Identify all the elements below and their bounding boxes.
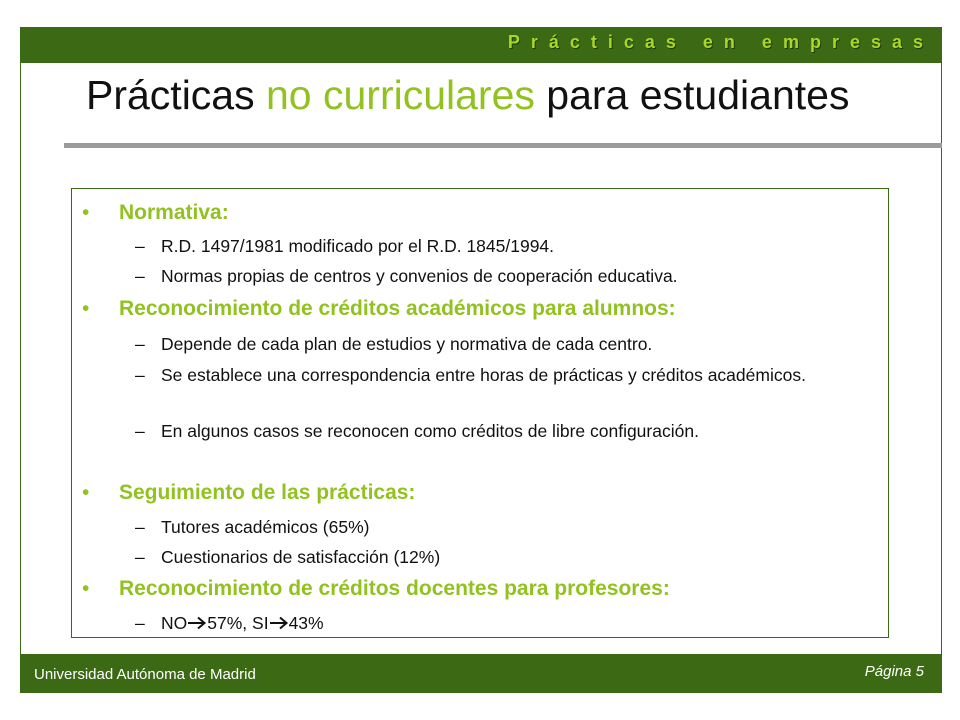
dash-marker: – xyxy=(135,421,145,441)
list-item-text: Depende de cada plan de estudios y normativa de cada centro. xyxy=(161,334,653,354)
dash-marker: – xyxy=(135,334,145,354)
page-title xyxy=(86,72,849,119)
list-item-text: Cuestionarios de satisfacción (12%) xyxy=(161,547,441,567)
list-item xyxy=(135,421,861,441)
no-value: 57%, xyxy=(207,613,248,633)
bullet-dot-icon: • xyxy=(82,201,90,224)
list-item-text xyxy=(161,613,861,633)
list-item-text: R.D. 1497/1981 modificado por el R.D. 1845/1994. xyxy=(161,236,555,256)
section-seguimiento xyxy=(82,481,415,505)
right-arrow-icon xyxy=(187,616,207,630)
section-heading: Reconocimiento de créditos académicos para alumnos: xyxy=(119,297,676,320)
footer-bar xyxy=(20,654,942,693)
section-normativa xyxy=(82,201,229,225)
list-item-text: Normas propias de centros y convenios de cooperación educativa. xyxy=(161,266,678,286)
list-item xyxy=(135,613,861,633)
content-box xyxy=(71,188,889,638)
institution-name: Universidad Autónoma de Madrid xyxy=(34,666,256,683)
right-arrow-icon xyxy=(269,616,289,630)
list-item xyxy=(135,517,861,537)
si-value: 43% xyxy=(288,613,324,633)
list-item xyxy=(135,236,861,256)
title-part-1: Prácticas xyxy=(86,72,266,118)
dash-marker: – xyxy=(135,365,145,385)
dash-marker: – xyxy=(135,547,145,567)
title-accent: no curriculares xyxy=(266,72,535,118)
bullet-dot-icon: • xyxy=(82,481,90,504)
header-banner xyxy=(20,27,942,63)
section-reconocimiento-profesores xyxy=(82,577,670,601)
list-item-text: En algunos casos se reconocen como créditos de libre configuración. xyxy=(161,421,699,441)
list-item xyxy=(135,547,861,567)
list-item xyxy=(135,334,861,354)
section-heading: Reconocimiento de créditos docentes para profesores: xyxy=(119,577,670,600)
bullet-dot-icon: • xyxy=(82,297,90,320)
dash-marker: – xyxy=(135,613,145,633)
dash-marker: – xyxy=(135,266,145,286)
title-part-2: para estudiantes xyxy=(534,72,850,118)
bullet-dot-icon: • xyxy=(82,577,90,600)
dash-marker: – xyxy=(135,236,145,256)
dash-marker: – xyxy=(135,517,145,537)
section-heading: Normativa: xyxy=(119,201,229,224)
si-label: SI xyxy=(252,613,269,633)
section-heading: Seguimiento de las prácticas: xyxy=(119,481,416,504)
title-divider xyxy=(64,143,942,148)
list-item xyxy=(135,266,861,286)
list-item-text: Tutores académicos (65%) xyxy=(161,517,370,537)
list-item-text: Se establece una correspondencia entre horas de prácticas y créditos académicos. xyxy=(161,365,806,385)
section-reconocimiento-alumnos xyxy=(82,297,676,321)
page-number: Página 5 xyxy=(864,663,924,680)
no-label: NO xyxy=(161,613,188,633)
banner-text: Prácticas en empresas xyxy=(507,32,934,52)
list-item xyxy=(135,365,861,385)
